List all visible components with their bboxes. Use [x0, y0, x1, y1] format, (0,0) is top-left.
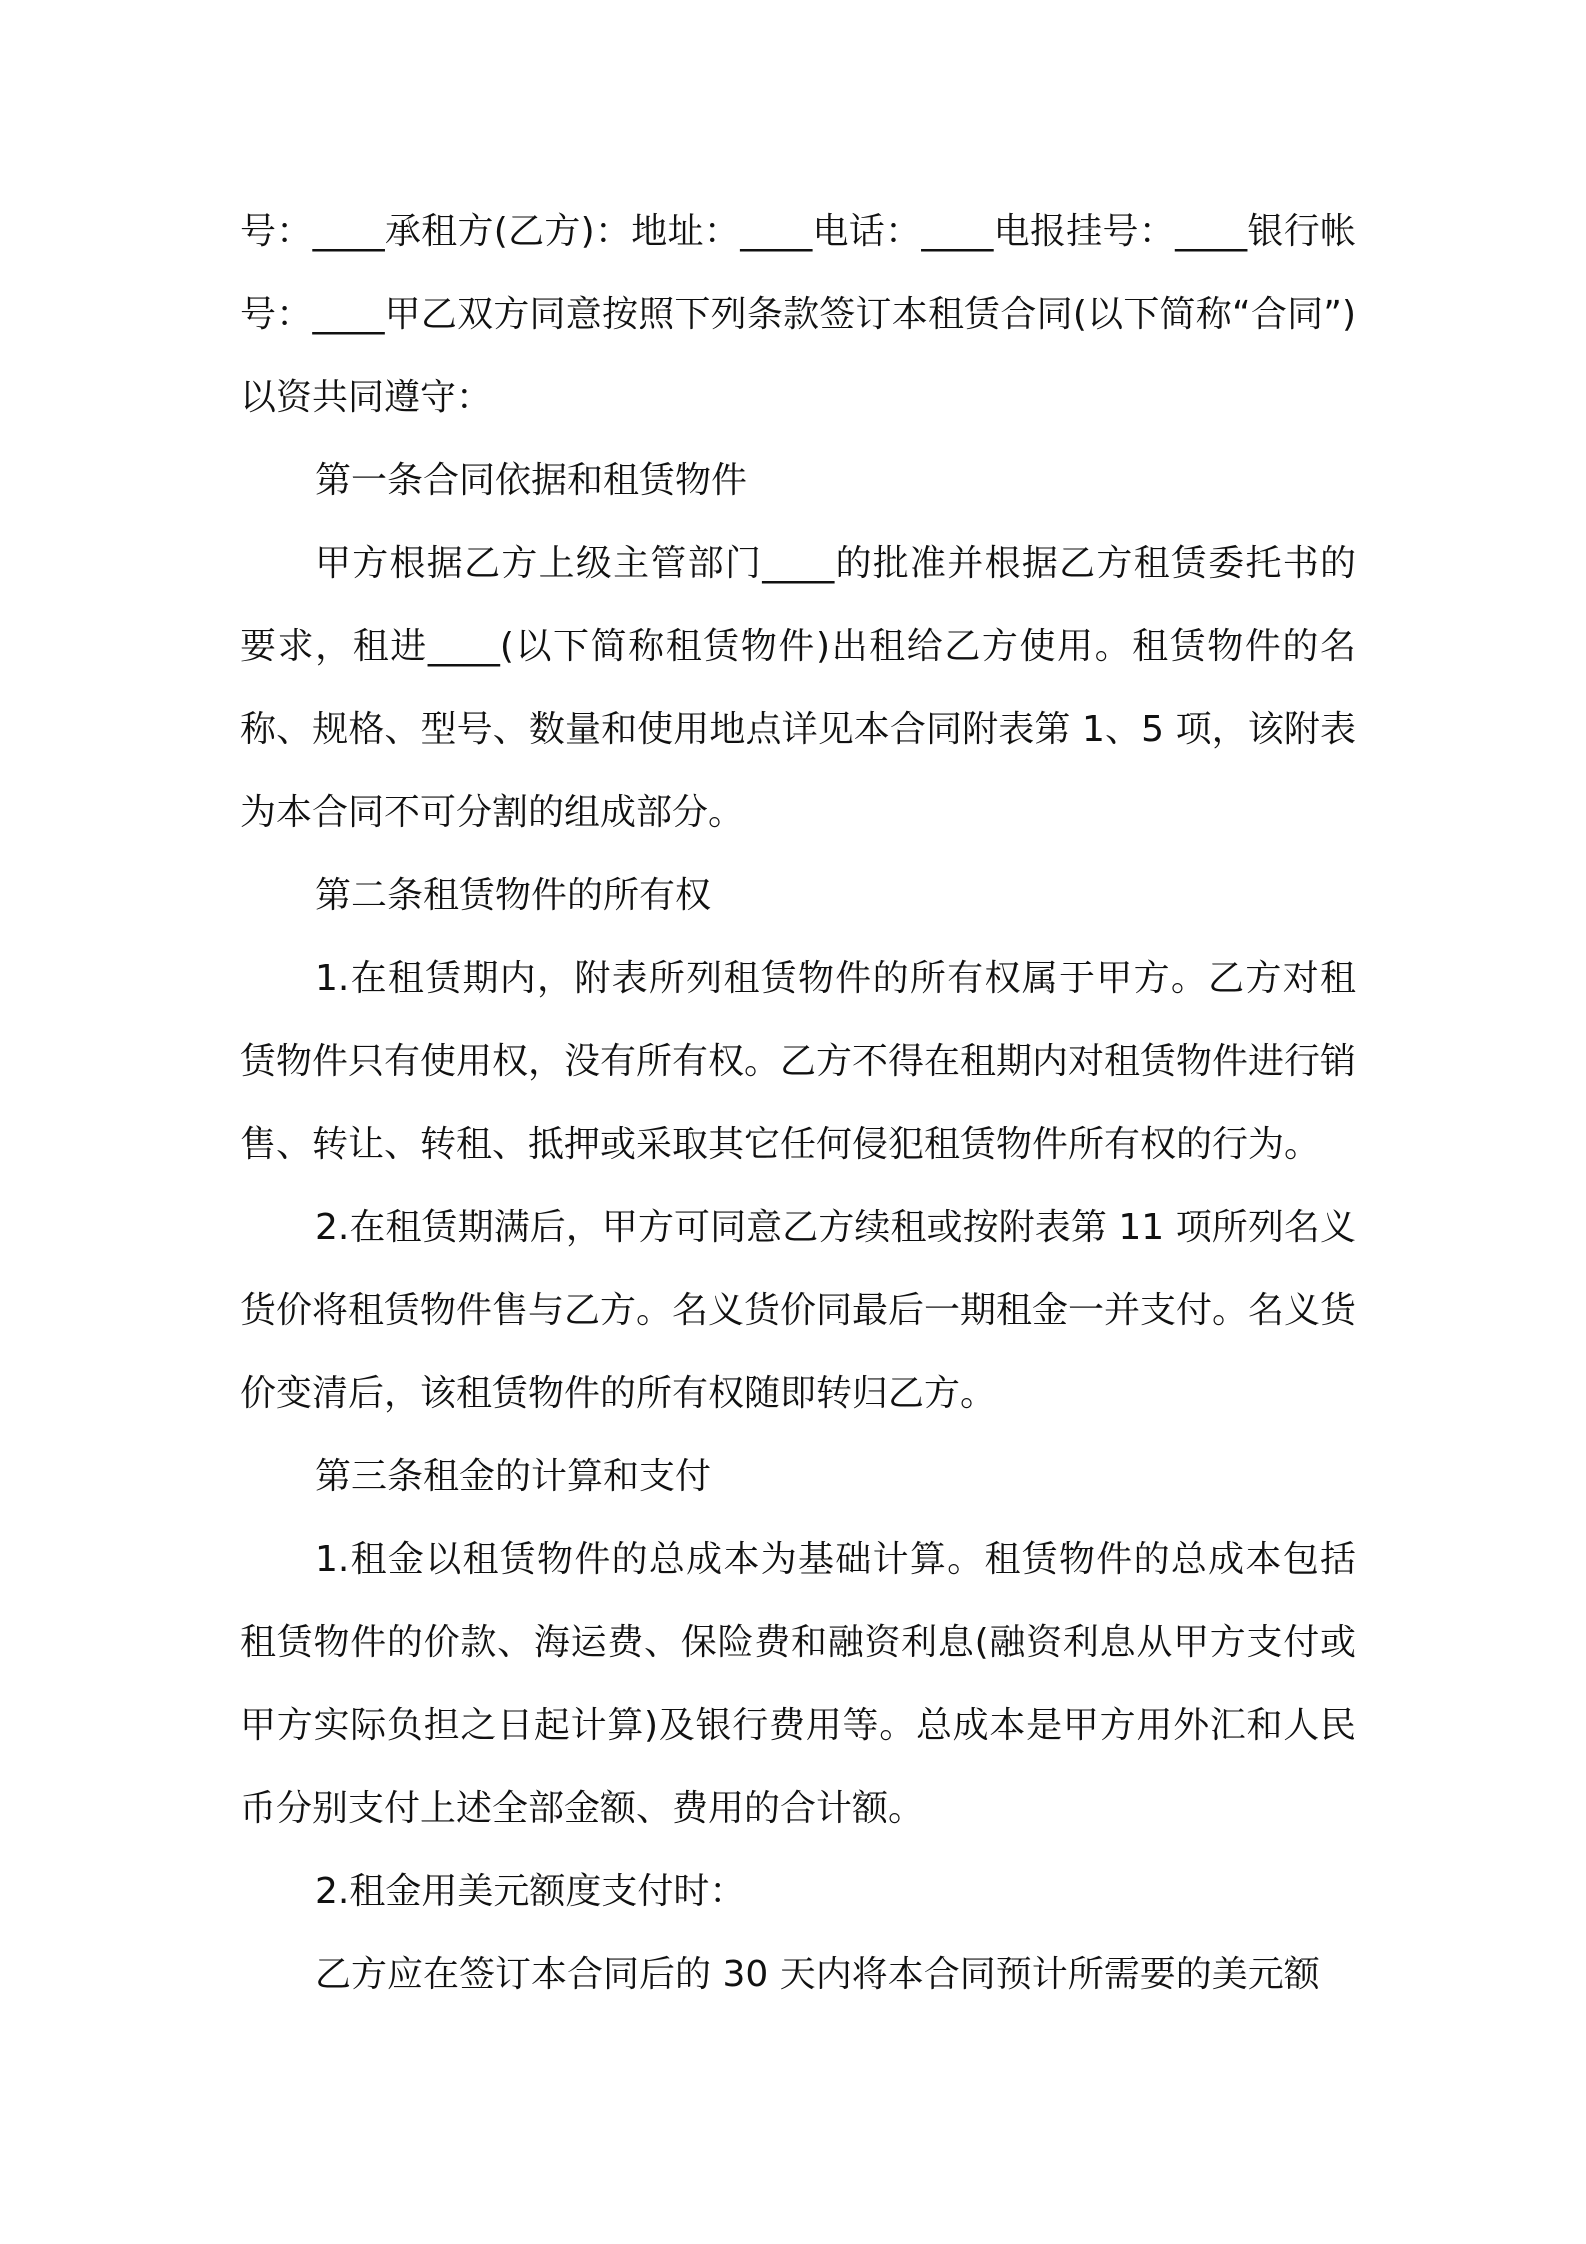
article-3-heading: 第三条租金的计算和支付	[315, 1456, 712, 1497]
article-3-clause-2-detail: 乙方应在签订本合同后的 30 天内将本合同预计所需要的美元额	[315, 1954, 1320, 1995]
article-2-clause-2: 2.在租赁期满后，甲方可同意乙方续租或按附表第 11 项所列名义货价将租赁物件售与乙方。名义货价同最后一期租金一并支付。名义货价变清后，该租赁物件的所有权随即转归乙方。	[240, 1207, 1357, 1414]
party-info-paragraph: 号：____承租方(乙方)：地址：____电话：____电报挂号：____银行帐号：____甲乙双方同意按照下列条款签订本租赁合同(以下简称“合同”)以资共同遵守：	[240, 211, 1356, 418]
article-1-heading: 第一条合同依据和租赁物件	[315, 460, 748, 501]
article-2-clause-1: 1.在租赁期内，附表所列租赁物件的所有权属于甲方。乙方对租赁物件只有使用权，没有所有权。乙方不得在租期内对租赁物件进行销售、转让、转租、抵押或采取其它任何侵犯租赁物件所有权的行为。	[240, 958, 1357, 1165]
article-1-paragraph: 甲方根据乙方上级主管部门____的批准并根据乙方租赁委托书的要求，租进____(以下简称租赁物件)出租给乙方使用。租赁物件的名称、规格、型号、数量和使用地点详见本合同附表第 1、5 项，该附表为本合同不可分割的组成部分。	[240, 543, 1356, 833]
article-3-clause-1: 1.租金以租赁物件的总成本为基础计算。租赁物件的总成本包括租赁物件的价款、海运费、保险费和融资利息(融资利息从甲方支付或甲方实际负担之日起计算)及银行费用等。总成本是甲方用外汇和人民币分别支付上述全部金额、费用的合计额。	[240, 1539, 1356, 1829]
article-2-heading: 第二条租赁物件的所有权	[315, 875, 712, 916]
contract-text-body	[240, 190, 1356, 2016]
article-3-clause-2: 2.租金用美元额度支付时：	[315, 1871, 746, 1912]
